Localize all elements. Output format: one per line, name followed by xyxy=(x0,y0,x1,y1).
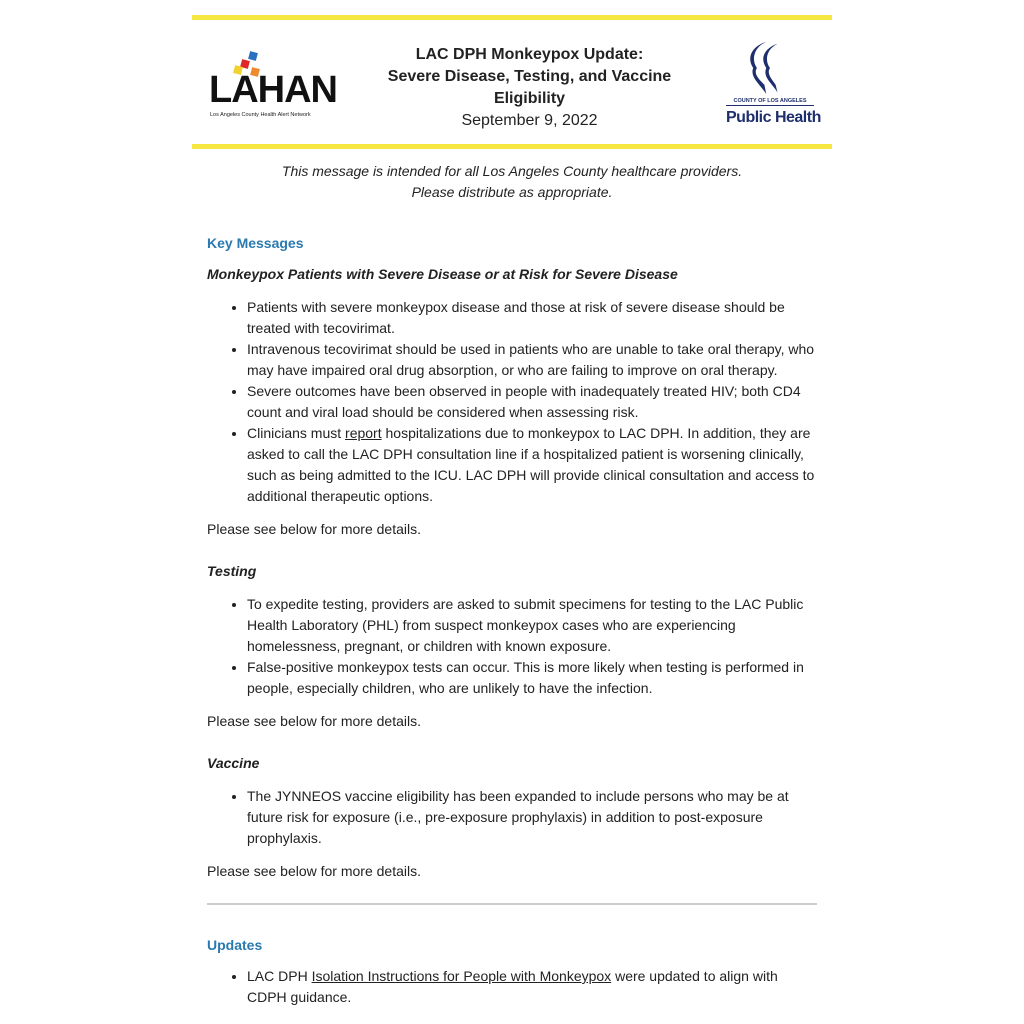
title-line-1: LAC DPH Monkeypox Update: xyxy=(415,46,644,63)
list-item: • False-positive monkeypox tests can occur. This is more likely when testing is performed in people, especially children, who are unlikely to have the infection. xyxy=(247,657,817,699)
see-below-text: Please see below for more details. xyxy=(207,863,421,879)
title-line-2: Severe Disease, Testing, and Vaccine Eligibility xyxy=(387,68,672,107)
section-title: Testing xyxy=(207,563,257,579)
public-health-logo: COUNTY OF LOS ANGELES Public Health xyxy=(726,40,814,132)
section-title: Monkeypox Patients with Severe Disease or at Risk for Severe Disease xyxy=(207,266,678,282)
header-bottom-bar xyxy=(192,144,832,149)
bullet-list xyxy=(207,966,817,1008)
intro-note: This message is intended for all Los Angeles County healthcare providers. Please distribute as appropriate. xyxy=(281,163,743,200)
list-item: • The JYNNEOS vaccine eligibility has been expanded to include persons who may be at future risk for exposure (i.e., pre-exposure prophylaxis) in addition to post-exposure prophylaxis. xyxy=(247,786,817,849)
list-item: • Intravenous tecovirimat should be used in patients who are unable to take oral therapy, who may have impaired oral drug absorption, or who are failing to improve on oral therapy. xyxy=(247,339,817,381)
see-below-text: Please see below for more details. xyxy=(207,713,421,729)
isolation-instructions-link[interactable]: Isolation Instructions for People with Monkeypox xyxy=(311,968,612,984)
list-item: • Patients with severe monkeypox disease and those at risk of severe disease should be treated with tecovirimat. xyxy=(247,297,817,339)
faces-icon xyxy=(726,40,814,96)
alert-date: September 9, 2022 xyxy=(461,112,598,129)
section-title: Vaccine xyxy=(207,755,260,771)
key-messages-heading: Key Messages xyxy=(207,235,304,251)
email-body xyxy=(192,15,832,1020)
bullet-list xyxy=(207,297,817,507)
list-item: • To expedite testing, providers are asked to submit specimens for testing to the LAC Public Health Laboratory (PHL) from suspect monkeypox cases who are experiencing homelessness, pregnant, or children with known exposure. xyxy=(247,594,817,657)
list-item: • Severe outcomes have been observed in people with inadequately treated HIV; both CD4 count and viral load should be considered when assessing risk. xyxy=(247,381,817,423)
lahan-logo: LAHAN Los Angeles County Health Alert Network xyxy=(209,54,339,122)
updates-heading: Updates xyxy=(207,937,263,953)
header-banner xyxy=(192,20,832,144)
see-below-text: Please see below for more details. xyxy=(207,521,421,537)
section-divider xyxy=(207,903,817,905)
alert-title xyxy=(362,44,697,132)
list-item: • LAC DPH Isolation Instructions for People with Monkeypox were updated to align with CDPH guidance. xyxy=(247,966,817,1008)
list-item: • Clinicians must report hospitalizations due to monkeypox to LAC DPH. In addition, they are asked to call the LAC DPH consultation line if a hospitalized patient is worsening clinically, such as being admitted to the ICU. LAC DPH will provide clinical consultation and access to additional therapeutic options. xyxy=(247,423,817,507)
report-link[interactable]: report xyxy=(345,425,382,441)
bullet-list xyxy=(207,786,817,849)
bullet-list xyxy=(207,594,817,699)
